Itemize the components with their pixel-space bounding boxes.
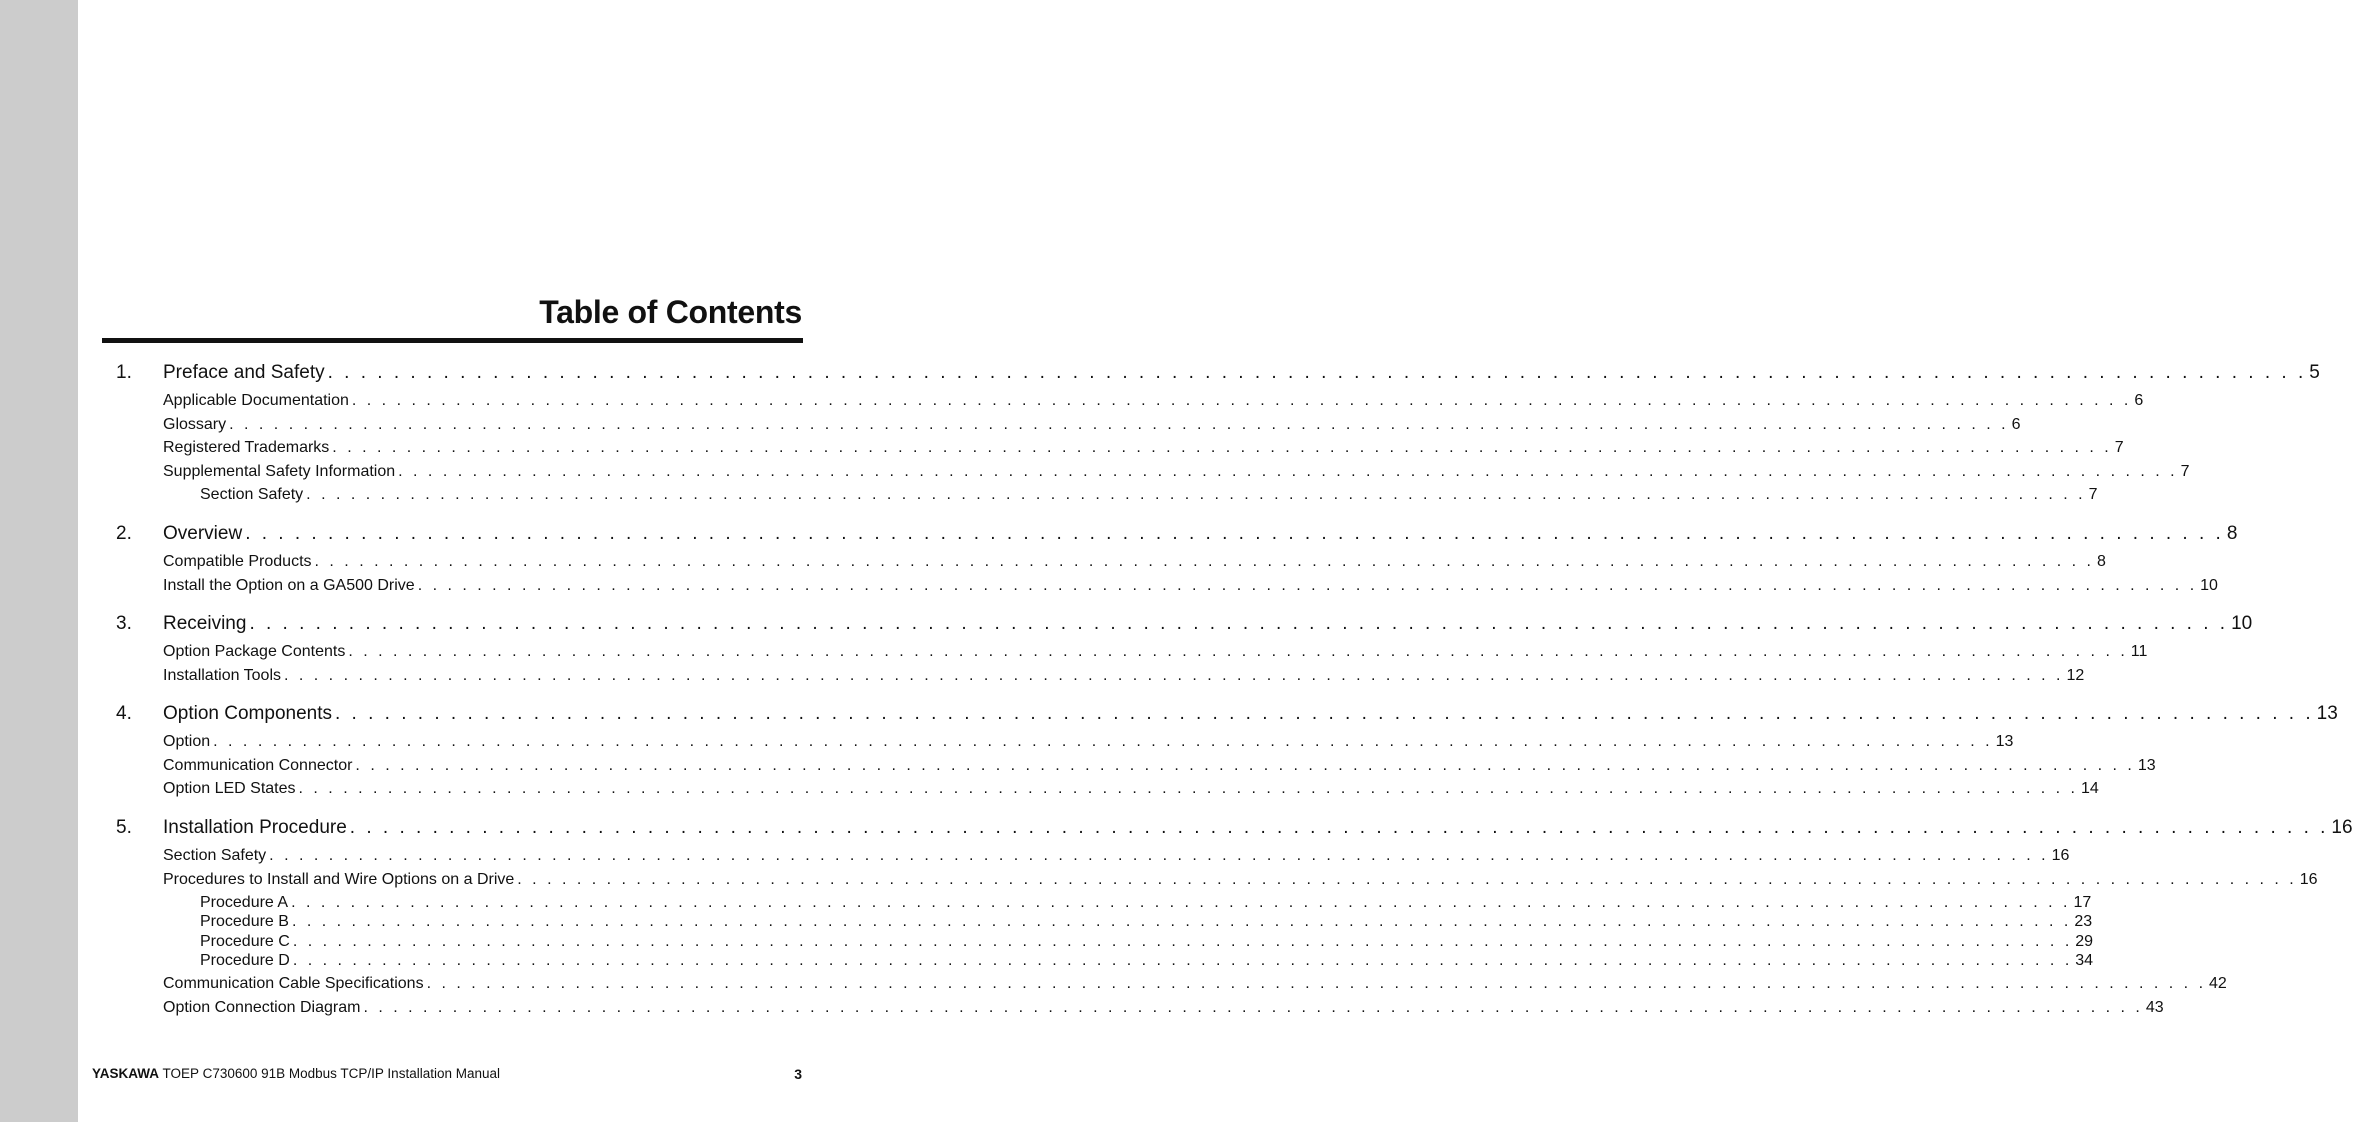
toc-section-page: 8 <box>2096 553 2106 570</box>
toc-chapter-page: 8 <box>2226 523 2238 544</box>
toc-section-label: Compatible Products <box>163 553 312 570</box>
dot-leader: . . . . . . . . . . . . . . . . . . . . . . . . . . . . . . . . . . . . . . . . . . . . . . . . . . . . . . . . . . . . . . . . . . . . . . . . . . . . . . . . . . . . . . . . . . . . . . . . . . . . . . . . . . . . . . . . . . . . . . . . <box>355 756 2135 774</box>
footer-brand: YASKAWA <box>92 1066 160 1081</box>
toc-section-label: Option Package Contents <box>163 643 346 660</box>
dot-leader: . . . . . . . . . . . . . . . . . . . . . . . . . . . . . . . . . . . . . . . . . . . . . . . . . . . . . . . . . . . . . . . . . . . . . . . . . . . . . . . . . . . . . . . . . . . . . . . . . . . . . . . . . . . . . . . . . . . . . . . . <box>327 362 2307 383</box>
dot-leader: . . . . . . . . . . . . . . . . . . . . . . . . . . . . . . . . . . . . . . . . . . . . . . . . . . . . . . . . . . . . . . . . . . . . . . . . . . . . . . . . . . . . . . . . . . . . . . . . . . . . . . . . . . . . . . . . . . . . . . . . <box>213 733 1993 750</box>
toc-subsection-page: 17 <box>2073 894 2092 911</box>
toc-section[interactable] <box>163 415 2021 434</box>
toc-section[interactable] <box>163 756 2156 775</box>
toc-subsection-label: Procedure C <box>200 932 290 950</box>
toc-section-page: 16 <box>2299 870 2318 888</box>
chapter-number: 4. <box>116 703 132 724</box>
toc-section-page: 14 <box>2080 780 2099 797</box>
dot-leader: . . . . . . . . . . . . . . . . . . . . . . . . . . . . . . . . . . . . . . . . . . . . . . . . . . . . . . . . . . . . . . . . . . . . . . . . . . . . . . . . . . . . . . . . . . . . . . . . . . . . . . . . . . . . . . . . . . . . . . . . <box>249 613 2229 634</box>
toc-section-page: 13 <box>1995 733 2014 750</box>
toc-section-page: 6 <box>2134 392 2144 409</box>
toc-chapter-page: 5 <box>2309 362 2320 383</box>
toc-section-label: Communication Connector <box>163 756 353 774</box>
toc-section-label: Registered Trademarks <box>163 439 330 456</box>
toc-section-label: Procedures to Install and Wire Options on a Drive <box>163 870 515 888</box>
toc-section-page: 6 <box>2011 415 2021 433</box>
toc-section[interactable] <box>163 643 2148 661</box>
dot-leader: . . . . . . . . . . . . . . . . . . . . . . . . . . . . . . . . . . . . . . . . . . . . . . . . . . . . . . . . . . . . . . . . . . . . . . . . . . . . . . . . . . . . . . . . . . . . . . . . . . . . . . . . . . . . . . . . . . . . . . . . <box>351 392 2132 409</box>
toc-section-page: 7 <box>2180 462 2190 480</box>
toc-subsection-label: Procedure A <box>200 894 289 911</box>
toc-subsection-label: Procedure D <box>200 951 290 969</box>
page-title: Table of Contents <box>539 294 802 330</box>
toc-chapter[interactable] <box>163 817 2353 839</box>
toc-section-page: 10 <box>2200 576 2218 594</box>
dot-leader: . . . . . . . . . . . . . . . . . . . . . . . . . . . . . . . . . . . . . . . . . . . . . . . . . . . . . . . . . . . . . . . . . . . . . . . . . . . . . . . . . . . . . . . . . . . . . . . . . . . . . . . . . . . . . . . . . . . . . . . . <box>292 932 2073 950</box>
dot-leader: . . . . . . . . . . . . . . . . . . . . . . . . . . . . . . . . . . . . . . . . . . . . . . . . . . . . . . . . . . . . . . . . . . . . . . . . . . . . . . . . . . . . . . . . . . . . . . . . . . . . . . . . . . . . . . . . . . . . . . . . <box>349 817 2329 838</box>
toc-section-label: Option Connection Diagram <box>163 998 361 1016</box>
dot-leader: . . . . . . . . . . . . . . . . . . . . . . . . . . . . . . . . . . . . . . . . . . . . . . . . . . . . . . . . . . . . . . . . . . . . . . . . . . . . . . . . . . . . . . . . . . . . . . . . . . . . . . . . . . . . . . . . . . . . . . . . <box>426 975 2207 993</box>
toc-section-page: 42 <box>2209 975 2227 993</box>
dot-leader: . . . . . . . . . . . . . . . . . . . . . . . . . . . . . . . . . . . . . . . . . . . . . . . . . . . . . . . . . . . . . . . . . . . . . . . . . . . . . . . . . . . . . . . . . . . . . . . . . . . . . . . . . . . . . . . . . . . . . . . . <box>291 894 2071 911</box>
toc-chapter-page: 13 <box>2316 703 2338 724</box>
toc-section-page: 16 <box>2051 847 2070 864</box>
toc-section[interactable] <box>163 439 2124 457</box>
toc-section[interactable] <box>163 666 2085 685</box>
toc-section[interactable] <box>163 553 2106 571</box>
toc-subsection[interactable] <box>200 913 2093 931</box>
toc-subsection-page: 7 <box>2088 486 2098 503</box>
toc-chapter[interactable] <box>163 613 2253 635</box>
chapter-number: 5. <box>116 817 132 838</box>
dot-leader: . . . . . . . . . . . . . . . . . . . . . . . . . . . . . . . . . . . . . . . . . . . . . . . . . . . . . . . . . . . . . . . . . . . . . . . . . . . . . . . . . . . . . . . . . . . . . . . . . . . . . . . . . . . . . . . . . . . . . . . . <box>298 780 2078 797</box>
title-rule <box>102 338 803 343</box>
toc-section-page: 13 <box>2137 756 2156 774</box>
dot-leader: . . . . . . . . . . . . . . . . . . . . . . . . . . . . . . . . . . . . . . . . . . . . . . . . . . . . . . . . . . . . . . . . . . . . . . . . . . . . . . . . . . . . . . . . . . . . . . . . . . . . . . . . . . . . . . . . . . . . . . . . <box>269 847 2049 864</box>
toc-chapter-label: Preface and Safety <box>163 362 325 383</box>
toc-section-label: Option <box>163 733 211 750</box>
toc-section[interactable] <box>163 847 2070 865</box>
footer-doc-title: TOEP C730600 91B Modbus TCP/IP Installation Manual <box>162 1066 501 1081</box>
dot-leader: . . . . . . . . . . . . . . . . . . . . . . . . . . . . . . . . . . . . . . . . . . . . . . . . . . . . . . . . . . . . . . . . . . . . . . . . . . . . . . . . . . . . . . . . . . . . . . . . . . . . . . . . . . . . . . . . . . . . . . . . <box>335 703 2314 724</box>
toc-subsection-label: Section Safety <box>200 486 304 503</box>
dot-leader: . . . . . . . . . . . . . . . . . . . . . . . . . . . . . . . . . . . . . . . . . . . . . . . . . . . . . . . . . . . . . . . . . . . . . . . . . . . . . . . . . . . . . . . . . . . . . . . . . . . . . . . . . . . . . . . . . . . . . . . . <box>517 870 2297 888</box>
dot-leader: . . . . . . . . . . . . . . . . . . . . . . . . . . . . . . . . . . . . . . . . . . . . . . . . . . . . . . . . . . . . . . . . . . . . . . . . . . . . . . . . . . . . . . . . . . . . . . . . . . . . . . . . . . . . . . . . . . . . . . . . <box>314 553 2094 570</box>
toc-section[interactable] <box>163 780 2099 798</box>
toc-subsection[interactable] <box>200 951 2094 970</box>
toc-section[interactable] <box>163 975 2227 993</box>
toc-section[interactable] <box>163 733 2014 751</box>
toc-chapter-page: 16 <box>2331 817 2353 838</box>
chapter-number: 1. <box>116 362 132 383</box>
dot-leader: . . . . . . . . . . . . . . . . . . . . . . . . . . . . . . . . . . . . . . . . . . . . . . . . . . . . . . . . . . . . . . . . . . . . . . . . . . . . . . . . . . . . . . . . . . . . . . . . . . . . . . . . . . . . . . . . . . . . . . . . <box>229 415 2009 433</box>
toc-chapter-label: Receiving <box>163 613 247 634</box>
toc-chapter[interactable] <box>163 523 2238 545</box>
toc-section-page: 11 <box>2130 643 2148 660</box>
toc-section-label: Applicable Documentation <box>163 392 349 409</box>
toc-chapter-page: 10 <box>2231 613 2253 634</box>
toc-section-label: Supplemental Safety Information <box>163 462 396 480</box>
dot-leader: . . . . . . . . . . . . . . . . . . . . . . . . . . . . . . . . . . . . . . . . . . . . . . . . . . . . . . . . . . . . . . . . . . . . . . . . . . . . . . . . . . . . . . . . . . . . . . . . . . . . . . . . . . . . . . . . . . . . . . . . <box>417 576 2198 594</box>
toc-chapter-label: Overview <box>163 523 243 544</box>
dot-leader: . . . . . . . . . . . . . . . . . . . . . . . . . . . . . . . . . . . . . . . . . . . . . . . . . . . . . . . . . . . . . . . . . . . . . . . . . . . . . . . . . . . . . . . . . . . . . . . . . . . . . . . . . . . . . . . . . . . . . . . . <box>306 486 2086 503</box>
toc-section-label: Communication Cable Specifications <box>163 975 424 993</box>
dot-leader: . . . . . . . . . . . . . . . . . . . . . . . . . . . . . . . . . . . . . . . . . . . . . . . . . . . . . . . . . . . . . . . . . . . . . . . . . . . . . . . . . . . . . . . . . . . . . . . . . . . . . . . . . . . . . . . . . . . . . . . . <box>245 523 2224 544</box>
toc-subsection-page: 29 <box>2075 932 2094 950</box>
toc-chapter-label: Installation Procedure <box>163 817 347 838</box>
toc-chapter[interactable] <box>163 362 2320 384</box>
toc-section-page: 7 <box>2114 439 2124 456</box>
toc-section-page: 12 <box>2066 666 2085 684</box>
toc-section[interactable] <box>163 576 2218 595</box>
toc-chapter[interactable] <box>163 703 2338 725</box>
footer-doc-info <box>92 1066 500 1081</box>
toc-section[interactable] <box>163 462 2190 481</box>
dot-leader: . . . . . . . . . . . . . . . . . . . . . . . . . . . . . . . . . . . . . . . . . . . . . . . . . . . . . . . . . . . . . . . . . . . . . . . . . . . . . . . . . . . . . . . . . . . . . . . . . . . . . . . . . . . . . . . . . . . . . . . . <box>348 643 2128 660</box>
toc-subsection[interactable] <box>200 486 2098 504</box>
toc-section-page: 43 <box>2145 998 2164 1016</box>
toc-section-label: Glossary <box>163 415 227 433</box>
toc-subsection[interactable] <box>200 932 2094 951</box>
toc-section[interactable] <box>163 870 2318 889</box>
toc-section[interactable] <box>163 998 2164 1017</box>
dot-leader: . . . . . . . . . . . . . . . . . . . . . . . . . . . . . . . . . . . . . . . . . . . . . . . . . . . . . . . . . . . . . . . . . . . . . . . . . . . . . . . . . . . . . . . . . . . . . . . . . . . . . . . . . . . . . . . . . . . . . . . . <box>291 913 2072 931</box>
footer-page-number: 3 <box>794 1066 802 1082</box>
toc-subsection[interactable] <box>200 894 2092 912</box>
dot-leader: . . . . . . . . . . . . . . . . . . . . . . . . . . . . . . . . . . . . . . . . . . . . . . . . . . . . . . . . . . . . . . . . . . . . . . . . . . . . . . . . . . . . . . . . . . . . . . . . . . . . . . . . . . . . . . . . . . . . . . . . <box>284 666 2064 684</box>
toc-subsection-page: 23 <box>2074 913 2093 931</box>
side-margin-bar <box>0 0 78 1122</box>
toc-section-label: Install the Option on a GA500 Drive <box>163 576 415 594</box>
chapter-number: 2. <box>116 523 132 544</box>
dot-leader: . . . . . . . . . . . . . . . . . . . . . . . . . . . . . . . . . . . . . . . . . . . . . . . . . . . . . . . . . . . . . . . . . . . . . . . . . . . . . . . . . . . . . . . . . . . . . . . . . . . . . . . . . . . . . . . . . . . . . . . . <box>363 998 2143 1016</box>
toc-section-label: Section Safety <box>163 847 267 864</box>
toc-section[interactable] <box>163 392 2144 410</box>
toc-chapter-label: Option Components <box>163 703 332 724</box>
chapter-number: 3. <box>116 613 132 634</box>
dot-leader: . . . . . . . . . . . . . . . . . . . . . . . . . . . . . . . . . . . . . . . . . . . . . . . . . . . . . . . . . . . . . . . . . . . . . . . . . . . . . . . . . . . . . . . . . . . . . . . . . . . . . . . . . . . . . . . . . . . . . . . . <box>332 439 2112 456</box>
toc-subsection-page: 34 <box>2075 951 2094 969</box>
toc-subsection-label: Procedure B <box>200 913 289 931</box>
dot-leader: . . . . . . . . . . . . . . . . . . . . . . . . . . . . . . . . . . . . . . . . . . . . . . . . . . . . . . . . . . . . . . . . . . . . . . . . . . . . . . . . . . . . . . . . . . . . . . . . . . . . . . . . . . . . . . . . . . . . . . . . <box>292 951 2073 969</box>
dot-leader: . . . . . . . . . . . . . . . . . . . . . . . . . . . . . . . . . . . . . . . . . . . . . . . . . . . . . . . . . . . . . . . . . . . . . . . . . . . . . . . . . . . . . . . . . . . . . . . . . . . . . . . . . . . . . . . . . . . . . . . . <box>398 462 2178 480</box>
toc-section-label: Installation Tools <box>163 666 281 684</box>
toc-section-label: Option LED States <box>163 780 296 797</box>
